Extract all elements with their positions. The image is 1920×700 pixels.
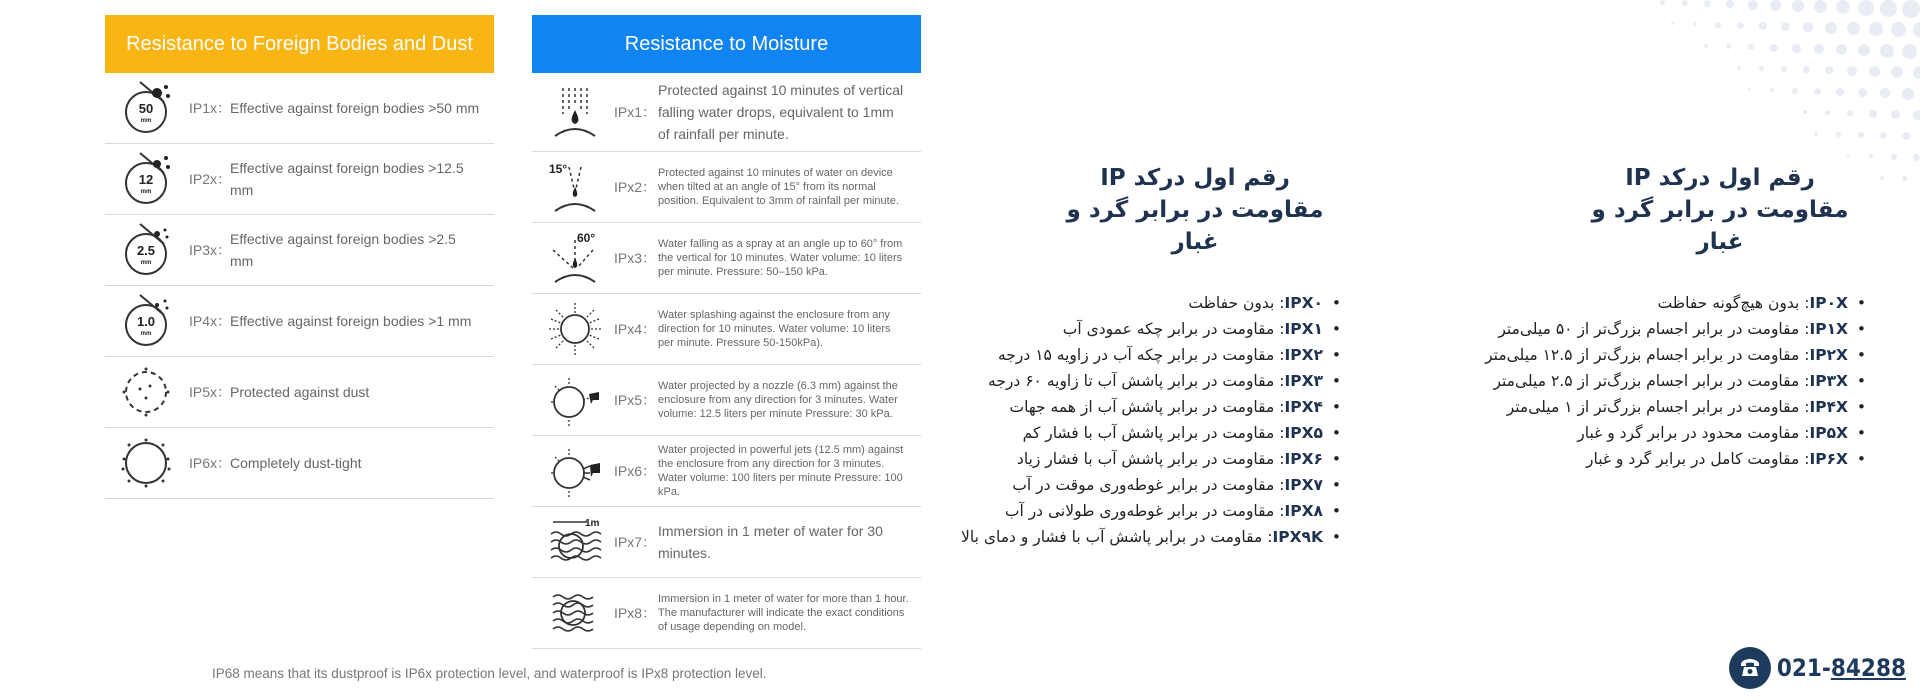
moisture-code: IPx5： [614, 392, 657, 408]
particle-1mm-icon [120, 293, 176, 349]
fa-dust-title-line2: مقاومت در برابر گرد و غبار [1591, 197, 1849, 255]
svg-text:mm: mm [140, 118, 152, 124]
phone-number[interactable]: 021-84288 [1776, 654, 1906, 682]
dust-desc: Effective against foreign bodies >12.5 mm [230, 160, 464, 198]
fa-water-item: • IPX۱: مقاومت در برابر چکه عمودی آب [955, 316, 1345, 342]
fa-water-item: • IPX۷: مقاومت در برابر غوطه‌وری موقت در آب [955, 472, 1345, 498]
temporary-immersion-icon [547, 514, 603, 570]
moisture-code: IPx3： [614, 250, 657, 266]
decorative-dot [1880, 132, 1887, 139]
decorative-dot [1814, 44, 1824, 54]
fa-water-item: • IPX۰: بدون حفاظت [955, 290, 1345, 316]
decorative-dot [1726, 44, 1731, 49]
decorative-dot [1869, 154, 1873, 158]
dust-desc: Effective against foreign bodies >2.5 mm [230, 231, 456, 269]
svg-text:mm: mm [140, 189, 152, 195]
svg-text:mm: mm [140, 260, 152, 266]
particle-12mm-icon [120, 151, 176, 207]
moisture-row-ipx3 [532, 223, 921, 294]
decorative-dot [1858, 132, 1864, 138]
dust-desc: Protected against dust [230, 384, 370, 400]
dust-tight-icon [120, 435, 176, 491]
moisture-code: IPx7： [614, 534, 657, 550]
fa-water-item: • IPX۹K: مقاومت در برابر پاشش آب با فشار و دمای بالا [955, 524, 1345, 550]
decorative-dot [1891, 110, 1900, 119]
decorative-dot [1869, 110, 1877, 118]
fa-water-section [955, 162, 1345, 550]
moisture-row-ipx5 [532, 365, 921, 436]
fa-dust-item: • IP۲X: مقاومت در برابر اجسام بزرگ‌تر از ۱۲.۵ میلی‌متر [1470, 342, 1870, 368]
dust-row-ip3x [105, 215, 494, 286]
fa-water-list [955, 290, 1345, 550]
decorative-dot [1891, 22, 1906, 37]
decorative-dot [1792, 44, 1801, 53]
decorative-dot [1847, 22, 1860, 35]
svg-text:12: 12 [138, 172, 154, 187]
fa-water-item: • IPX۵: مقاومت در برابر پاشش آب با فشار کم [955, 420, 1345, 446]
decorative-dot [1913, 66, 1920, 79]
decorative-dot [1759, 66, 1764, 71]
decorative-dot [1726, 0, 1734, 8]
dust-desc: Completely dust-tight [230, 455, 362, 471]
fa-dust-item: • IP۱X: مقاومت در برابر اجسام بزرگ‌تر از ۵۰ میلی‌متر [1470, 316, 1870, 342]
decorative-dot [1836, 88, 1844, 96]
powerful-jet-icon [547, 443, 603, 499]
decorative-dot [1913, 22, 1920, 38]
decorative-dot [1748, 0, 1758, 10]
moisture-resistance-panel [532, 15, 921, 649]
decorative-dot [1836, 44, 1847, 55]
moisture-desc: Protected against 10 minutes of water on device when tilted at an angle of 15° from its normal position. Equivalent to 3mm of rainfall per minute. [658, 167, 899, 207]
decorative-dot [1814, 0, 1827, 13]
decorative-dot [1847, 154, 1850, 157]
decorative-dot [1814, 132, 1818, 136]
moisture-code: IPx8： [614, 605, 657, 621]
decorative-dot [1902, 176, 1907, 181]
moisture-row-ipx2 [532, 152, 921, 223]
decorative-dot [1748, 88, 1751, 91]
decorative-dot [1880, 0, 1897, 17]
dust-code: IP3x： [189, 242, 232, 258]
decorative-dot [1803, 66, 1810, 73]
svg-text:1m: 1m [585, 518, 600, 529]
decorative-dot [1847, 66, 1857, 76]
ip68-footnote: IP68 means that its dustproof is IP6x protection level, and waterproof is IPx8 protection level. [212, 666, 767, 681]
decorative-dot [1847, 110, 1853, 116]
decorative-dot [1869, 66, 1880, 77]
moisture-desc: Water projected by a nozzle (6.3 mm) against the enclosure from any direction for 3 minutes. Water volume: 12.5 liters per minute Pressure: 30 kPa. [658, 380, 898, 420]
fa-water-title-line2: مقاومت در برابر گرد و غبار [1066, 197, 1324, 255]
fa-dust-item: • IP۰X: بدون هیچ‌گونه حفاظت [1470, 290, 1870, 316]
fa-dust-item: • IP۵X: مقاومت محدود در برابر گرد و غبار [1470, 420, 1870, 446]
moisture-code: IPx6： [614, 463, 657, 479]
fa-water-item: • IPX۲: مقاومت در برابر چکه آب در زاویه ۱۵ درجه [955, 342, 1345, 368]
moisture-row-ipx7 [532, 507, 921, 578]
dust-row-ip1x [105, 73, 494, 144]
decorative-dot [1682, 0, 1688, 6]
fa-water-item: • IPX۴: مقاومت در برابر پاشش آب از همه جهات [955, 394, 1345, 420]
moisture-desc: Immersion in 1 meter of water for more than 1 hour. The manufacturer will indicate the exact conditions of usage depending on model. [658, 593, 909, 633]
decorative-dot [1792, 88, 1798, 94]
dust-protected-icon [120, 364, 176, 420]
moisture-row-ipx8 [532, 578, 921, 649]
dust-code: IP1x： [189, 100, 232, 116]
fa-dust-list [1470, 290, 1870, 472]
fa-dust-title [1570, 162, 1870, 258]
moisture-panel-title: Resistance to Moisture [532, 15, 921, 73]
dust-row-ip2x [105, 144, 494, 215]
decorative-dot [1913, 110, 1920, 120]
decorative-dot [1913, 154, 1920, 161]
decorative-dot [1704, 0, 1711, 7]
dust-row-ip5x [105, 357, 494, 428]
dust-code: IP6x： [189, 455, 232, 471]
moisture-code: IPx1： [614, 104, 657, 120]
dust-resistance-panel [105, 15, 494, 499]
svg-text:50: 50 [138, 101, 154, 116]
decorative-dot [1880, 88, 1890, 98]
fa-dust-title-line1: رقم اول درکد IP [1625, 165, 1815, 191]
decorative-dot [1770, 44, 1778, 52]
dust-code: IP5x： [189, 384, 232, 400]
dust-code: IP2x： [189, 171, 232, 187]
moisture-row-ipx4 [532, 294, 921, 365]
spray-60-icon [547, 230, 603, 286]
moisture-desc: Water falling as a spray at an angle up to 60° from the vertical for 10 minutes. Water volume: 10 liters per minute. Pressure: 50–150 kPa. [658, 238, 903, 278]
decorative-dot [1792, 0, 1804, 12]
vertical-drops-icon [547, 84, 603, 140]
moisture-row-ipx1 [532, 73, 921, 152]
decorative-dot [1902, 88, 1914, 100]
moisture-code: IPx4： [614, 321, 657, 337]
dust-panel-title: Resistance to Foreign Bodies and Dust [105, 15, 494, 73]
phone-icon [1729, 647, 1771, 689]
tilted-drops-15-icon [547, 159, 603, 215]
decorative-dot [1891, 66, 1903, 78]
dust-desc: Effective against foreign bodies >50 mm [230, 100, 480, 116]
decorative-dot [1781, 22, 1790, 31]
dust-row-ip4x [105, 286, 494, 357]
decorative-dot [1660, 0, 1665, 5]
dust-row-ip6x [105, 428, 494, 499]
moisture-desc: Protected against 10 minutes of vertical falling water drops, equivalent to 1mm of rainfall per minute. [658, 82, 904, 142]
decorative-dot [1715, 22, 1721, 28]
continuous-immersion-icon [547, 585, 603, 641]
splash-all-directions-icon [547, 301, 603, 357]
decorative-dot [1737, 66, 1741, 70]
decorative-dot [1737, 22, 1744, 29]
decorative-dot [1825, 22, 1837, 34]
decorative-dot [1902, 0, 1920, 18]
decorative-dot [1671, 22, 1674, 25]
decorative-dot [1902, 132, 1910, 140]
decorative-dot [1759, 22, 1767, 30]
svg-text:60°: 60° [577, 231, 596, 245]
svg-text:mm: mm [140, 331, 152, 337]
decorative-dot [1891, 154, 1897, 160]
moisture-desc: Water splashing against the enclosure from any direction for 10 minutes. Water volume: 10 liters per minute. Pressure 50-150kPa). [658, 309, 891, 349]
dust-code: IP4x： [189, 313, 232, 329]
fa-water-item: • IPX۸: مقاومت در برابر غوطه‌وری طولانی در آب [955, 498, 1345, 524]
dust-desc: Effective against foreign bodies >1 mm [230, 313, 472, 329]
decorative-dot [1836, 132, 1841, 137]
decorative-dot [1825, 110, 1830, 115]
decorative-dot [1803, 22, 1813, 32]
decorative-dot [1836, 0, 1850, 14]
moisture-code: IPx2： [614, 179, 657, 195]
svg-text:1.0: 1.0 [136, 314, 156, 329]
moisture-row-ipx6 [532, 436, 921, 507]
decorative-dot [1880, 44, 1894, 58]
decorative-dot [1858, 44, 1870, 56]
decorative-dot [1902, 44, 1917, 59]
decorative-dot [1825, 66, 1833, 74]
decorative-dot [1704, 44, 1708, 48]
svg-text:2.5: 2.5 [136, 243, 156, 258]
decorative-dot [1869, 22, 1883, 36]
phone-contact[interactable] [1729, 646, 1906, 690]
decorative-dot [1858, 0, 1874, 16]
decorative-dot [1880, 176, 1884, 180]
fa-dust-item: • IP۶X: مقاومت کامل در برابر گرد و غبار [1470, 446, 1870, 472]
fa-water-item: • IPX۶: مقاومت در برابر پاشش آب با فشار زیاد [955, 446, 1345, 472]
fa-water-item: • IPX۳: مقاومت در برابر پاشش آب تا زاویه ۶۰ درجه [955, 368, 1345, 394]
nozzle-jet-icon [547, 372, 603, 428]
moisture-desc: Immersion in 1 meter of water for 30 minutes. [658, 523, 883, 561]
particle-2-5mm-icon [120, 222, 176, 278]
svg-text:15°: 15° [549, 162, 568, 176]
fa-dust-section [1470, 162, 1870, 472]
decorative-dot [1748, 44, 1754, 50]
decorative-dot [1693, 22, 1697, 26]
moisture-desc: Water projected in powerful jets (12.5 mm) against the enclosure from any direction for 3 minutes. Water volume: 100 liters per minute Pressure: 100 kPa. [658, 444, 904, 498]
fa-dust-item: • IP۴X: مقاومت در برابر اجسام بزرگ‌تر از ۱ میلی‌متر [1470, 394, 1870, 420]
fa-water-title [1045, 162, 1345, 258]
fa-water-title-line1: رقم اول درکد IP [1100, 165, 1290, 191]
decorative-dot [1803, 110, 1807, 114]
particle-50mm-icon [120, 80, 176, 136]
decorative-dot [1781, 66, 1787, 72]
decorative-dot [1770, 0, 1781, 11]
fa-dust-item: • IP۳X: مقاومت در برابر اجسام بزرگ‌تر از ۲.۵ میلی‌متر [1470, 368, 1870, 394]
decorative-dot [1770, 88, 1774, 92]
decorative-dot [1858, 88, 1867, 97]
decorative-dot [1814, 88, 1821, 95]
